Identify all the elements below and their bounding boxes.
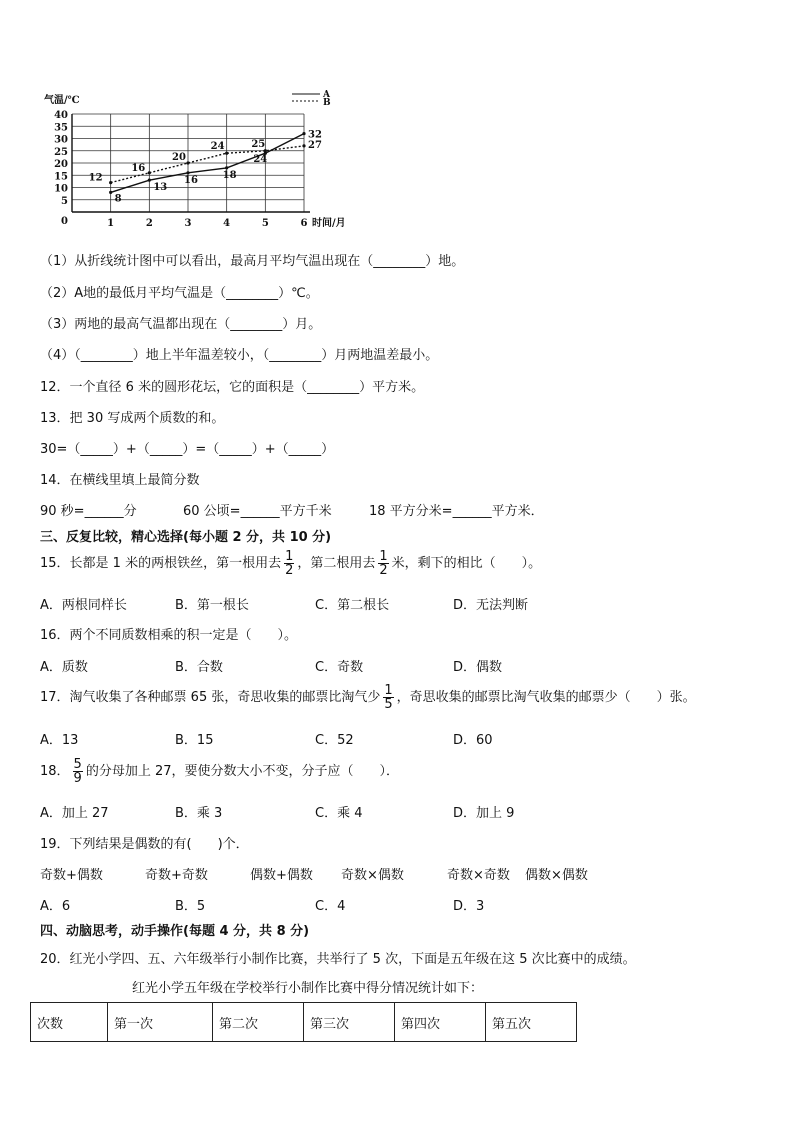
question-16: 16．两个不同质数相乘的积一定是（ ）。 bbox=[40, 628, 298, 643]
q15-option-c[interactable]: C．第二根长 bbox=[315, 598, 390, 613]
q16-option-a[interactable]: A．质数 bbox=[40, 660, 88, 675]
x-tick-label: 4 bbox=[223, 218, 231, 229]
question-18 bbox=[40, 757, 399, 787]
question-17-part1: 17．淘气收集了各种邮票 65 张，奇思收集的邮票比淘气少 bbox=[40, 690, 381, 705]
x-tick-label: 1 bbox=[107, 218, 115, 229]
y-axis-title: 气温/℃ bbox=[44, 95, 80, 106]
fraction-one-fifth bbox=[383, 684, 393, 711]
data-point-a bbox=[302, 132, 305, 135]
legend-label-b: B bbox=[323, 98, 331, 108]
question-11-2: （2）A地的最低月平均气温是（________）℃。 bbox=[40, 286, 319, 301]
q19-item: 奇数+偶数 bbox=[40, 868, 103, 883]
data-point-a bbox=[109, 191, 112, 194]
data-label-b: 16 bbox=[131, 162, 146, 174]
q18-option-c[interactable]: C．乘 4 bbox=[315, 806, 363, 821]
y-tick-label: 10 bbox=[54, 183, 68, 195]
question-14: 14．在横线里填上最简分数 bbox=[40, 473, 200, 488]
data-point-b bbox=[302, 144, 305, 147]
fraction-five-ninths bbox=[73, 758, 83, 785]
data-label-b: 20 bbox=[172, 152, 186, 163]
q19-item: 奇数+奇数 bbox=[145, 868, 208, 883]
temperature-line-chart bbox=[40, 86, 360, 234]
data-label-a: 32 bbox=[308, 129, 322, 141]
fraction-one-half bbox=[378, 550, 388, 577]
q16-option-b[interactable]: B．合数 bbox=[175, 660, 223, 675]
table-header-cell: 第一次 bbox=[108, 1003, 213, 1042]
question-11-1: （1）从折线统计图中可以看出，最高月平均气温出现在（________）地。 bbox=[40, 254, 465, 269]
x-tick-label: 6 bbox=[300, 218, 308, 229]
q19-option-b[interactable]: B．5 bbox=[175, 899, 206, 914]
table-row bbox=[31, 1003, 577, 1042]
fraction-one-half bbox=[284, 550, 294, 577]
q18-option-b[interactable]: B．乘 3 bbox=[175, 806, 223, 821]
data-point-b bbox=[109, 181, 112, 184]
x-axis-title: 时间/月 bbox=[312, 218, 346, 229]
table-header-cell: 第二次 bbox=[213, 1003, 304, 1042]
question-14-a: 90 秒=______分 bbox=[40, 504, 137, 519]
y-tick-label: 0 bbox=[61, 216, 68, 227]
data-label-b: 12 bbox=[88, 172, 103, 184]
data-label-b: 24 bbox=[210, 141, 225, 153]
question-12: 12．一个直径 6 米的圆形花坛，它的面积是（________）平方米。 bbox=[40, 380, 425, 395]
data-label-b: 25 bbox=[251, 138, 266, 150]
question-13: 13．把 30 写成两个质数的和。 bbox=[40, 411, 225, 426]
question-19: 19．下列结果是偶数的有( )个． bbox=[40, 837, 249, 852]
q16-option-c[interactable]: C．奇数 bbox=[315, 660, 364, 675]
question-15 bbox=[40, 549, 541, 579]
fraction-numerator: 1 bbox=[285, 549, 294, 564]
q15-option-d[interactable]: D．无法判断 bbox=[453, 598, 529, 613]
q17-option-a[interactable]: A．13 bbox=[40, 733, 79, 748]
data-label-a: 24 bbox=[253, 154, 268, 166]
legend-label-a: A bbox=[323, 90, 330, 100]
question-18-number: 18． bbox=[40, 764, 70, 779]
fraction-denominator: 2 bbox=[285, 563, 294, 578]
y-tick-label: 35 bbox=[54, 122, 68, 134]
table-header-cell: 第四次 bbox=[395, 1003, 486, 1042]
question-17-part2: ，奇思收集的邮票比淘气收集的邮票少（ ）张。 bbox=[396, 690, 696, 705]
x-tick-label: 5 bbox=[261, 218, 269, 229]
q19-item: 奇数×奇数 bbox=[447, 868, 510, 883]
y-tick-label: 20 bbox=[54, 159, 68, 170]
table-header-cell: 次数 bbox=[31, 1003, 108, 1042]
fraction-numerator: 1 bbox=[379, 549, 388, 564]
question-14-c: 18 平方分米=______平方米． bbox=[369, 504, 544, 519]
data-label-a: 16 bbox=[184, 174, 198, 186]
question-15-part1: 15．长都是 1 米的两根铁丝，第一根用去 bbox=[40, 556, 282, 571]
data-label-a: 18 bbox=[222, 169, 237, 181]
q19-option-d[interactable]: D．3 bbox=[453, 899, 485, 914]
table-caption: 红光小学五年级在学校举行小制作比赛中得分情况统计如下： bbox=[132, 981, 484, 996]
question-11-4: （4）（________）地上半年温差较小，（________）月两地温差最小。 bbox=[40, 348, 439, 363]
q17-option-c[interactable]: C．52 bbox=[315, 733, 354, 748]
data-point-b bbox=[225, 152, 228, 155]
q18-option-d[interactable]: D．加上 9 bbox=[453, 806, 515, 821]
y-tick-label: 5 bbox=[61, 195, 68, 207]
y-tick-label: 30 bbox=[54, 134, 68, 146]
section-3-heading: 三、反复比较，精心选择(每小题 2 分，共 10 分) bbox=[40, 530, 332, 545]
y-tick-label: 40 bbox=[54, 110, 68, 121]
q18-option-a[interactable]: A．加上 27 bbox=[40, 806, 109, 821]
data-label-a: 8 bbox=[114, 193, 122, 205]
data-point-a bbox=[148, 179, 151, 182]
q19-item: 奇数×偶数 bbox=[341, 868, 404, 883]
table-header-cell: 第五次 bbox=[486, 1003, 577, 1042]
fraction-denominator: 2 bbox=[379, 563, 388, 578]
fraction-denominator: 5 bbox=[384, 697, 393, 712]
question-11-3: （3）两地的最高气温都出现在（________）月。 bbox=[40, 317, 322, 332]
q16-option-d[interactable]: D．偶数 bbox=[453, 660, 503, 675]
data-point-b bbox=[186, 161, 189, 164]
question-15-part3: 米，剩下的相比（ ）。 bbox=[391, 556, 542, 571]
y-tick-label: 25 bbox=[54, 146, 68, 158]
q19-option-c[interactable]: C．4 bbox=[315, 899, 346, 914]
q15-option-b[interactable]: B．第一根长 bbox=[175, 598, 249, 613]
q17-option-b[interactable]: B．15 bbox=[175, 733, 214, 748]
data-label-a: 13 bbox=[153, 182, 168, 194]
q17-option-d[interactable]: D．60 bbox=[453, 733, 493, 748]
fraction-numerator: 1 bbox=[384, 683, 393, 698]
question-17 bbox=[40, 683, 696, 713]
q19-item: 偶数×偶数 bbox=[525, 868, 588, 883]
x-tick-label: 2 bbox=[145, 218, 153, 229]
q19-option-a[interactable]: A．6 bbox=[40, 899, 71, 914]
table-header-cell: 第三次 bbox=[304, 1003, 395, 1042]
question-13-equation: 30=（_____）+（_____）=（_____）+（_____） bbox=[40, 442, 335, 457]
q19-item: 偶数+偶数 bbox=[250, 868, 313, 883]
score-table bbox=[30, 1002, 577, 1042]
data-point-b bbox=[148, 171, 151, 174]
section-4-heading: 四、动脑思考，动手操作(每题 4 分，共 8 分) bbox=[40, 924, 310, 939]
y-tick-label: 15 bbox=[54, 171, 68, 183]
question-18-text: 的分母加上 27，要使分数大小不变，分子应（ ）． bbox=[85, 764, 400, 779]
q15-option-a[interactable]: A．两根同样长 bbox=[40, 598, 127, 613]
question-15-part2: ，第二根用去 bbox=[297, 556, 376, 571]
x-tick-label: 3 bbox=[184, 218, 192, 229]
data-label-b: 27 bbox=[308, 139, 322, 151]
question-14-b: 60 公顷=______平方千米 bbox=[183, 504, 332, 519]
fraction-numerator: 5 bbox=[73, 757, 82, 772]
question-20: 20．红光小学四、五、六年级举行小制作比赛，共举行了 5 次，下面是五年级在这 5 次比赛中的成绩。 bbox=[40, 952, 636, 967]
fraction-denominator: 9 bbox=[73, 771, 82, 786]
